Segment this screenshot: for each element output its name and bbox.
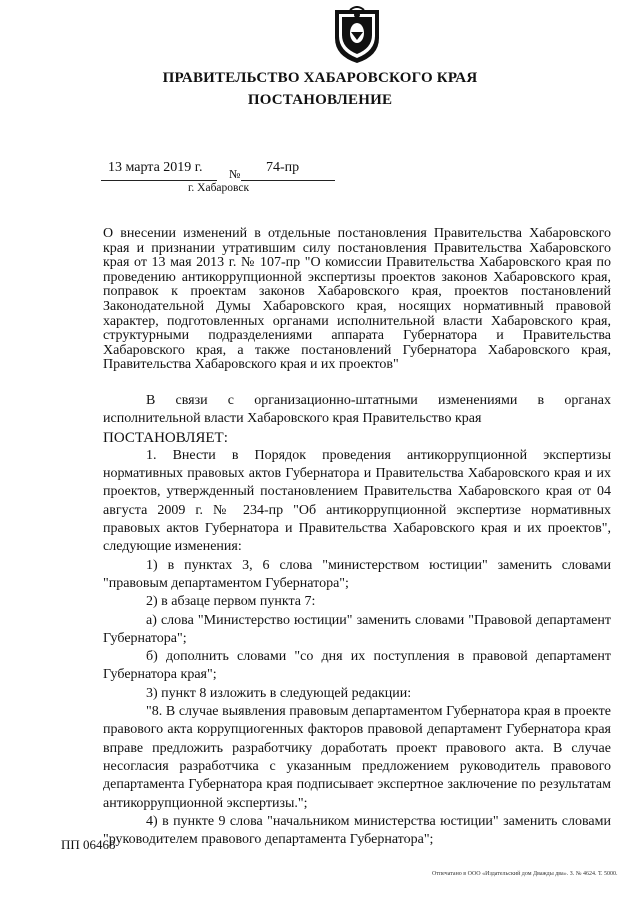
item-1-1-paragraph: 1) в пунктах 3, 6 слова "министерством юстиции" заменить словами "правовым департаментом Губернатора"; <box>103 557 611 591</box>
item-1-2b-paragraph: б) дополнить словами "со дня их поступления в правовой департамент Губернатора края"; <box>103 649 611 683</box>
document-type-heading: ПОСТАНОВЛЕНИЕ <box>247 92 393 108</box>
document-city: г. Хабаровск <box>188 182 250 194</box>
item-1-2a-paragraph: а) слова "Министерство юстиции" заменить словами "Правовой департамент Губернатора"; <box>103 612 611 646</box>
number-sign: № <box>229 167 241 181</box>
government-heading: ПРАВИТЕЛЬСТВО ХАБАРОВСКОГО КРАЯ <box>162 70 478 86</box>
document-body <box>103 392 611 849</box>
item-1-3-text-paragraph: "8. В случае выявления правовым департаментом Губернатора края в проекте правового акта коррупциогенных факторов правовой департамент Губернатора края вправе предложить разработчику доработать проект правового акта. В случае несогласия разработчика с указанным предложением руководитель правового департамента Губернатора края подписывает экспертное заключение по результатам антикоррупционной экспертизы."; <box>103 704 611 811</box>
document-code: ПП 06468 <box>61 837 116 852</box>
item-1-paragraph: 1. Внести в Порядок проведения антикоррупционной экспертизы нормативных правовых актов Губернатора и Правительства Хабаровского края и их проектов, утвержденный постановлением Правительства Хабаровского края от 04 августа 2009 г. № 234-пр "Об антикоррупционной экспертизе нормативных правовых актов Губернатора и Правительства Хабаровского края и их проектов", следующие изменения: <box>103 447 611 555</box>
document-date: 13 марта 2019 г. <box>108 160 203 175</box>
item-1-2-paragraph: 2) в абзаце первом пункта 7: <box>146 594 316 610</box>
intro-paragraph: В связи с организационно-штатными изменениями в органах исполнительной власти Хабаровского края Правительство края <box>103 393 611 427</box>
document-number: 74-пр <box>266 160 300 175</box>
document-title: О внесении изменений в отдельные постановления Правительства Хабаровского края и признании утратившим силу постановления Правительства Хабаровского края от 13 мая 2013 г. № 107-пр "О комиссии Правительства Хабаровского края по проведению антикоррупционной экспертизы проектов законов Хабаровского края, поправок к проектам законов Хабаровского края, проектов постановлений Законодательной Думы Хабаровского края, носящих нормативный правовой характер, подготовленных органами исполнительной власти Хабаровского края, структурными подразделениями аппарата Губернатора и Правительства Хабаровского края, а также постановлений Губернатора Хабаровского края, Правительства Хабаровского края и их проектов" <box>103 226 611 373</box>
date-underline <box>101 180 217 181</box>
item-1-4-paragraph: 4) в пункте 9 слова "начальником министерства юстиции" заменить словами "руководителем правового департамента Губернатора"; <box>103 813 611 848</box>
resolves-heading: ПОСТАНОВЛЯЕТ: <box>103 429 228 446</box>
coat-of-arms-emblem <box>331 6 383 66</box>
number-underline <box>241 180 335 181</box>
printing-note: Отпечатано в ООО «Издательский дом Дважды два». З. № 4624. Т. 5000. <box>432 871 618 877</box>
item-1-3-paragraph: 3) пункт 8 изложить в следующей редакции: <box>146 685 412 701</box>
